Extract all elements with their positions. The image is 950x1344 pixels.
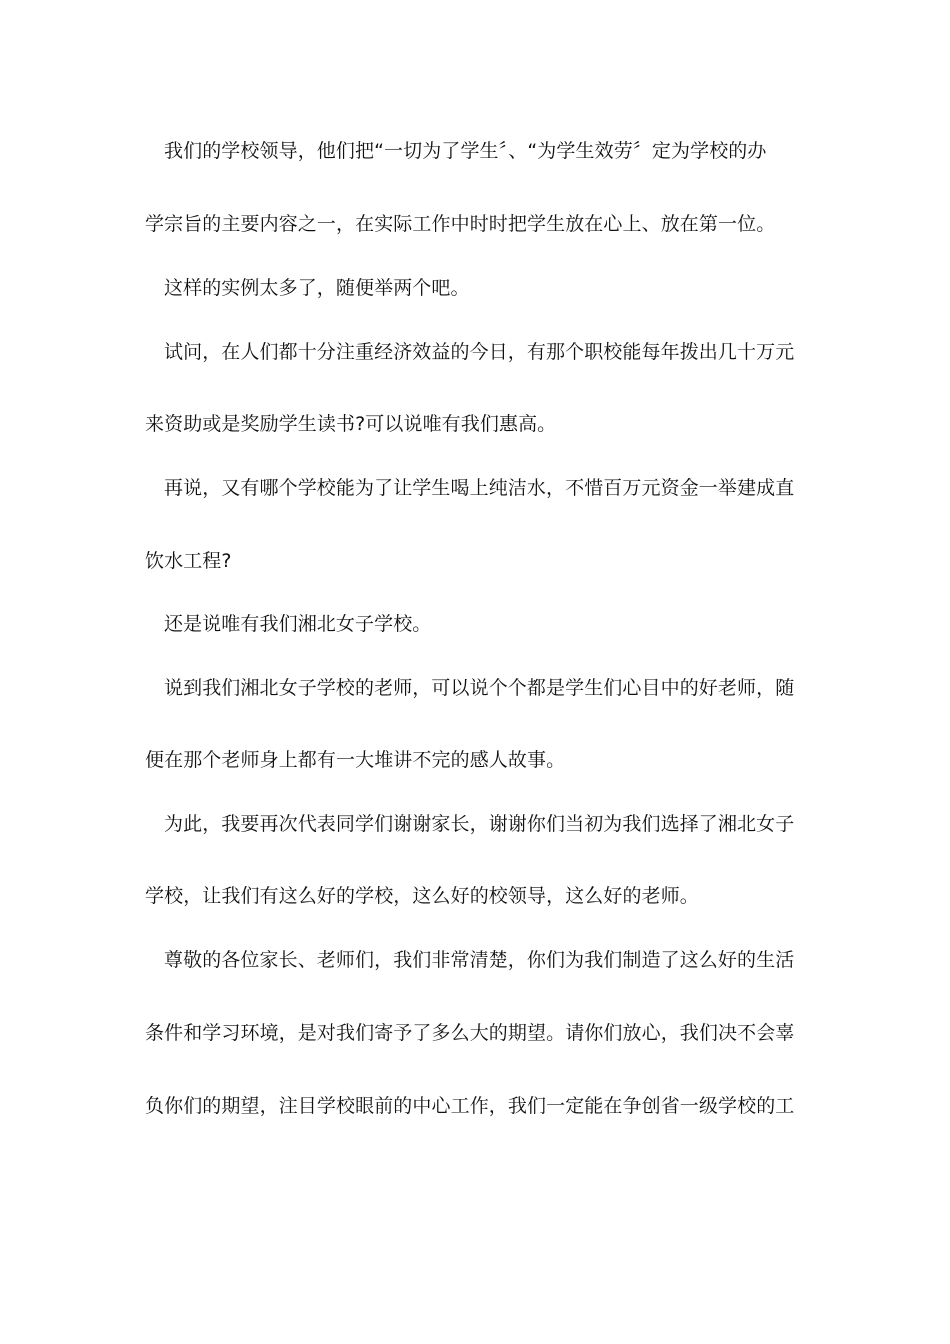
paragraph-3-line-1: 试问，在人们都十分注重经济效益的今日，有那个职校能每年拨出几十万元 xyxy=(164,341,795,363)
paragraph-8-line-3: 负你们的期望，注目学校眼前的中心工作，我们一定能在争创省一级学校的工 xyxy=(145,1095,795,1117)
paragraph-1-line-1: 我们的学校领导，他们把“一切为了学生〞、“为学生效劳〞定为学校的办 xyxy=(164,140,767,162)
paragraph-4-line-2: 饮水工程? xyxy=(145,550,232,572)
paragraph-6-line-1: 说到我们湘北女子学校的老师，可以说个个都是学生们心目中的好老师，随 xyxy=(164,677,795,699)
paragraph-7-line-2: 学校，让我们有这么好的学校，这么好的校领导，这么好的老师。 xyxy=(145,885,699,907)
paragraph-3-line-2: 来资助或是奖励学生读书?可以说唯有我们惠高。 xyxy=(145,413,557,435)
paragraph-6-line-2: 便在那个老师身上都有一大堆讲不完的感人故事。 xyxy=(145,749,566,771)
paragraph-8-line-2: 条件和学习环境，是对我们寄予了多么大的期望。请你们放心，我们决不会辜 xyxy=(145,1022,795,1044)
paragraph-4-line-1: 再说，又有哪个学校能为了让学生喝上纯洁水，不惜百万元资金一举建成直 xyxy=(164,477,795,499)
paragraph-8-line-1: 尊敬的各位家长、老师们，我们非常清楚，你们为我们制造了这么好的生活 xyxy=(164,949,795,971)
paragraph-7-line-1: 为此，我要再次代表同学们谢谢家长，谢谢你们当初为我们选择了湘北女子 xyxy=(164,813,795,835)
paragraph-5-line-1: 还是说唯有我们湘北女子学校。 xyxy=(164,613,432,635)
paragraph-1-line-2: 学宗旨的主要内容之一，在实际工作中时时把学生放在心上、放在第一位。 xyxy=(145,213,776,235)
paragraph-2-line-1: 这样的实例太多了，随便举两个吧。 xyxy=(164,277,470,299)
